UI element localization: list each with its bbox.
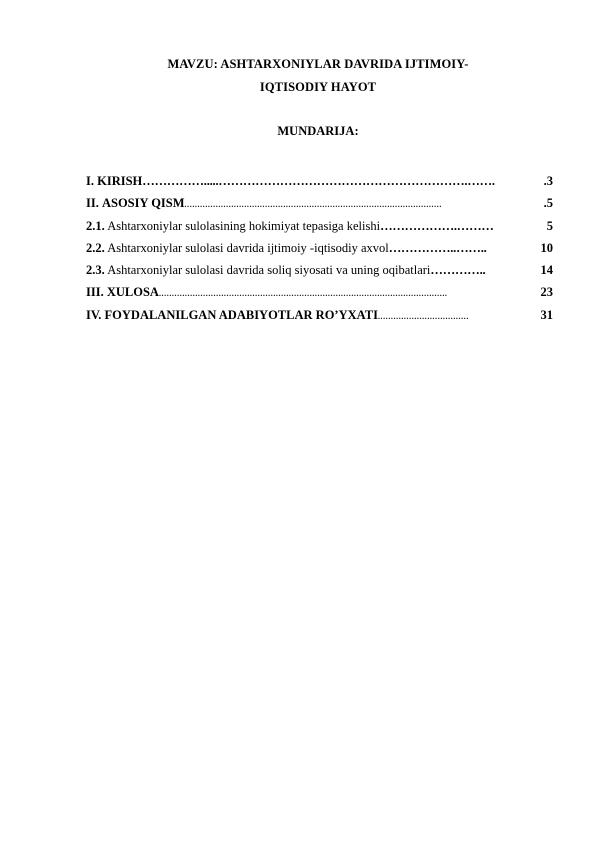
toc-leader: ……………….……… xyxy=(380,218,494,233)
toc-page-number: .3 xyxy=(543,174,553,188)
toc-entry-number: III. xyxy=(86,285,104,300)
toc-entry-number: 2.2. xyxy=(86,240,105,255)
table-of-contents xyxy=(86,174,553,330)
toc-leader: ………….. xyxy=(430,263,486,278)
toc-entry-title: XULOSA xyxy=(106,285,159,300)
title-line-2: IQTISODIY HAYOT xyxy=(259,80,377,94)
toc-entry-number: II. xyxy=(86,196,99,211)
title-line-1: MAVZU: ASHTARXONIYLAR DAVRIDA IJTIMOIY- xyxy=(167,57,469,71)
toc-entry-title: Ashtarxoniylar sulolasi davrida soliq siyosati va uning oqibatlari xyxy=(107,263,431,278)
toc-page-number: 14 xyxy=(540,263,553,278)
toc-entry-title: FOYDALANILGAN ADABIYOTLAR RO’YXATI xyxy=(104,307,378,322)
toc-leader: ................................... xyxy=(377,311,469,321)
toc-leader: ................................................................................................... xyxy=(184,200,442,210)
toc-entry-title: Ashtarxoniylar sulolasining hokimiyat tepasiga kelishi xyxy=(107,218,381,233)
toc-entry-number: 2.3. xyxy=(86,263,105,278)
toc-entry-main-part[interactable] xyxy=(86,196,553,218)
toc-entry-number: IV. xyxy=(86,307,102,322)
toc-page-number: .5 xyxy=(543,196,553,211)
toc-entry-references[interactable] xyxy=(86,308,553,330)
toc-entry-conclusion[interactable] xyxy=(86,285,553,307)
toc-entry-2-1[interactable] xyxy=(86,219,553,241)
contents-heading: MUNDARIJA: xyxy=(277,124,359,138)
toc-entry-2-3[interactable] xyxy=(86,263,553,285)
toc-entry-title: Ashtarxoniylar sulolasi davrida ijtimoiy -iqtisodiy axvol xyxy=(107,240,389,255)
toc-leader: ……………..…….. xyxy=(388,240,487,255)
toc-leader: …………….....…………………………………………………….……. xyxy=(142,174,495,188)
toc-leader: ............................................................................................................... xyxy=(158,289,448,299)
toc-entry-title: ASOSIY QISM xyxy=(101,196,185,211)
toc-entry-2-2[interactable] xyxy=(86,241,553,263)
toc-page-number: 10 xyxy=(540,240,553,255)
toc-entry-number: 2.1. xyxy=(86,218,105,233)
toc-page-number: 5 xyxy=(546,218,553,233)
toc-page-number: 31 xyxy=(540,307,553,322)
toc-page-number: 23 xyxy=(540,285,553,300)
toc-entry-number: I. xyxy=(86,174,94,188)
toc-entry-title: KIRISH xyxy=(97,174,143,188)
toc-entry-intro[interactable] xyxy=(86,174,553,196)
